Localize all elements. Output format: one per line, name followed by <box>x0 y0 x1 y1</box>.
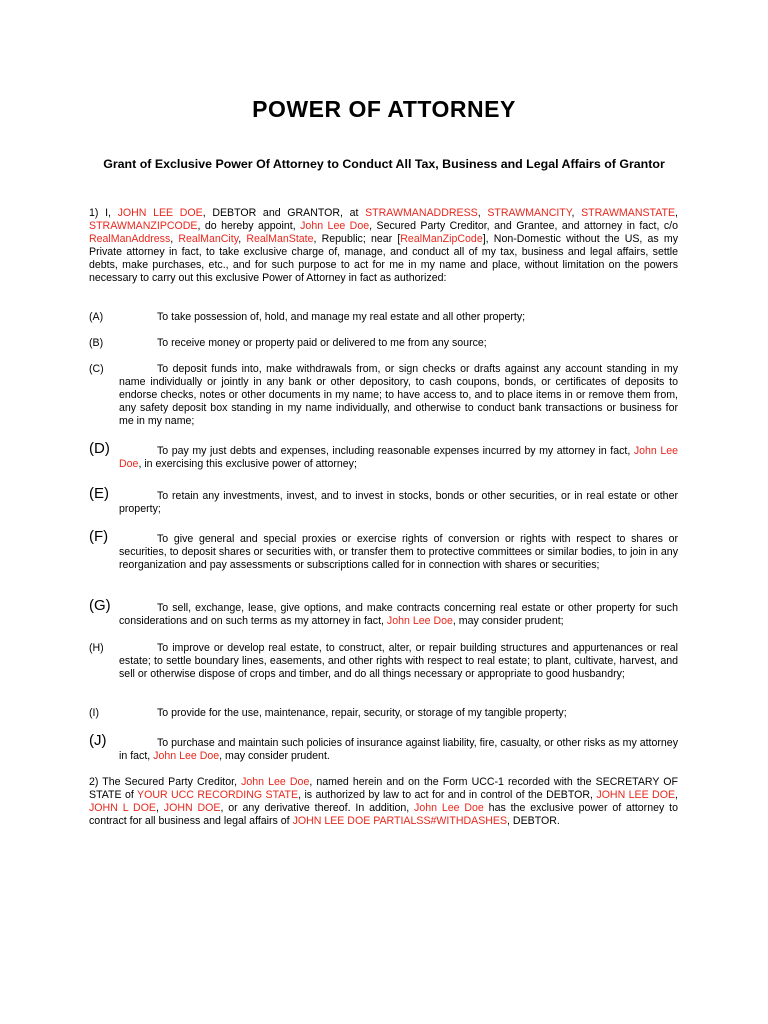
item-text: To receive money or property paid or delivered to me from any source; <box>157 337 487 349</box>
item-label: (B) <box>89 337 104 349</box>
p2-text: , <box>675 789 678 802</box>
item-text: To provide for the use, maintenance, repair, security, or storage of my tangible property; <box>157 707 567 719</box>
debtor-full-name-field: JOHN LEE DOE PARTIALSS#WITHDASHES <box>292 815 508 828</box>
document-subtitle: Grant of Exclusive Power Of Attorney to Conduct All Tax, Business and Legal Affairs of Grantor <box>103 157 665 171</box>
attorney-name-field: John Lee Doe <box>241 776 310 788</box>
item-text-part: , may consider prudent. <box>219 750 330 763</box>
p1-text: , Republic; near [ <box>313 233 401 246</box>
debtor-name-short-field: JOHN DOE <box>163 802 221 815</box>
item-label: (G) <box>89 597 111 614</box>
p2-text: has the exclusive power of attorney to contract for all business and legal affairs of <box>89 802 678 828</box>
list-item-f <box>89 528 678 572</box>
list-item-c <box>89 363 678 428</box>
item-label: (A) <box>89 311 104 323</box>
item-label: (C) <box>89 363 104 375</box>
attorney-name-field: John Lee Doe <box>153 750 220 763</box>
p1-text: 1) I, <box>89 207 118 219</box>
item-label: (I) <box>89 707 99 719</box>
p1-text: , <box>238 233 247 246</box>
list-item-a <box>89 311 678 324</box>
strawman-state-field: STRAWMANSTATE <box>581 207 676 219</box>
item-text <box>89 602 678 628</box>
p1-text: , Secured Party Creditor, and Grantee, and attorney in fact, c/o <box>369 220 679 233</box>
item-label: (E) <box>89 485 109 502</box>
debtor-name-initial-field: JOHN L DOE <box>89 802 156 815</box>
strawman-zip-field: STRAWMANZIPCODE <box>89 220 198 233</box>
item-text: To improve or develop real estate, to construct, alter, or repair building structures and appurtenances or real estate; to settle boundary lines, easements, and other rights with respect to real estate; to plant, cultivate, harvest, and sell or otherwise dispose of crops and timber, and do all things necessary or appropriate to good husbandry; <box>119 642 678 681</box>
item-text-part: To pay my just debts and expenses, including reasonable expenses incurred by my attorney in fact, <box>157 445 634 457</box>
p2-text: , is authorized by law to act for and in control of the DEBTOR, <box>298 789 597 802</box>
grantor-name-field: JOHN LEE DOE <box>117 207 203 219</box>
list-item-h <box>89 642 678 681</box>
realman-state-field: RealManState <box>246 233 314 246</box>
item-text-part: To purchase and maintain such policies of insurance against liability, fire, casualty, or other risks as my attorney in fact, <box>119 737 678 763</box>
item-label: (H) <box>89 642 104 654</box>
attorney-name-field: John Lee Doe <box>386 615 453 628</box>
ucc-state-field: YOUR UCC RECORDING STATE <box>137 789 299 802</box>
list-item-j <box>89 732 678 763</box>
item-text: To take possession of, hold, and manage my real estate and all other property; <box>157 311 526 323</box>
list-item-g <box>89 597 678 628</box>
item-text-part: To sell, exchange, lease, give options, and make contracts concerning real estate or other property for such considerations and on such terms as my attorney in fact, <box>119 602 678 628</box>
realman-address-field: RealManAddress <box>89 233 171 246</box>
p1-text: , <box>477 207 488 219</box>
attorney-name-field: John Lee Doe <box>414 802 484 815</box>
item-label: (J) <box>89 732 107 749</box>
list-item-e <box>89 485 678 516</box>
list-item-d <box>89 440 678 471</box>
item-text: To give general and special proxies or exercise rights of conversion or rights with respect to shares or securities, to deposit shares or securities with, or transfer them to protective committees or similar bodies, to join in any reorganization and pay assessments or subscriptions called for in connection with shares or securities; <box>119 533 678 572</box>
realman-zip-field: RealManZipCode <box>400 233 483 246</box>
paragraph-2 <box>89 776 678 828</box>
p1-text: , <box>571 207 582 219</box>
strawman-city-field: STRAWMANCITY <box>487 207 572 219</box>
item-text-part: , in exercising this exclusive power of attorney; <box>138 458 357 471</box>
item-label: (F) <box>89 528 109 545</box>
p1-text: , do hereby appoint, <box>197 220 301 233</box>
list-item-i <box>89 707 678 720</box>
list-item-b <box>89 337 678 350</box>
p2-text: , DEBTOR. <box>507 815 560 828</box>
p2-text: , <box>156 802 164 815</box>
document-title: POWER OF ATTORNEY <box>252 96 516 122</box>
item-text: To retain any investments, invest, and to invest in stocks, bonds or other securities, or in real estate or other property; <box>119 490 678 516</box>
debtor-name-field: JOHN LEE DOE <box>596 789 676 802</box>
paragraph-1 <box>89 207 678 286</box>
p1-text: , <box>675 207 678 219</box>
item-text <box>89 737 678 763</box>
realman-city-field: RealManCity <box>178 233 239 246</box>
attorney-name-field: John Lee Doe <box>300 220 370 233</box>
strawman-address-field: STRAWMANADDRESS <box>365 207 478 219</box>
item-text <box>89 445 678 471</box>
p2-text: , named herein and on the Form UCC-1 recorded with the SECRETARY OF STATE of <box>89 776 679 802</box>
attorney-name-field: John Lee Doe <box>119 445 678 471</box>
p1-text: ], Non-Domestic without the US, as my Private attorney in fact, to take exclusive charge of, manage, and conduct all of my tax, business and legal affairs, settle debts, make purchases, etc., and for such purpose to act for me in my name and place, without limitation on the powers necessary to carry out this exclusive Power of Attorney in fact as authorized: <box>89 233 679 285</box>
p2-text: 2) The Secured Party Creditor, <box>89 776 242 788</box>
p2-text: , or any derivative thereof. In addition, <box>220 802 415 815</box>
p1-text: , DEBTOR and GRANTOR, at <box>202 207 366 219</box>
p1-text: , <box>170 233 179 246</box>
item-text: To deposit funds into, make withdrawals from, or sign checks or drafts against any account standing in my name individually or jointly in any bank or other depository, to cash coupons, bonds, or certificates of deposits to endorse checks, notes or other documents in my name; to have access to, and to place items in or remove them from, any safety deposit box standing in my name individually, and otherwise to conduct bank transactions or business for me in my name; <box>119 363 678 428</box>
item-text-part: , may consider prudent; <box>452 615 564 628</box>
item-label: (D) <box>89 440 110 457</box>
